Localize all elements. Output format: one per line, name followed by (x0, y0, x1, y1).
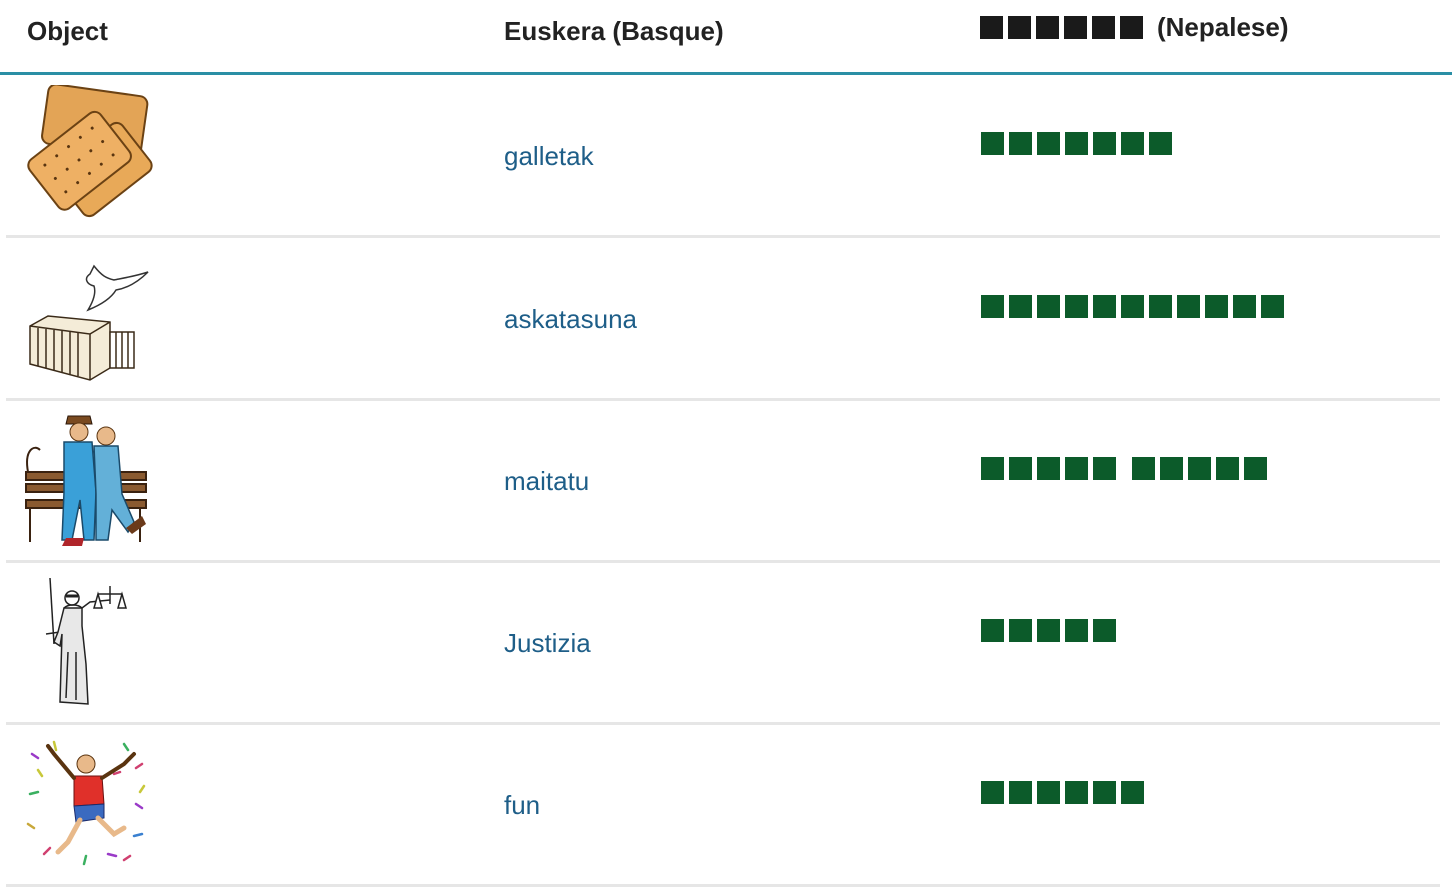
nepali-glyphs (981, 781, 1144, 804)
basque-word[interactable]: askatasuna (504, 304, 637, 334)
glyph-box (980, 16, 1003, 39)
glyph-box (1188, 457, 1211, 480)
glyph-box (1149, 132, 1172, 155)
glyph-box (1009, 295, 1032, 318)
glyph-box (1121, 132, 1144, 155)
header-nepali-glyphs (980, 16, 1143, 39)
glyph-box (1092, 16, 1115, 39)
nepali-word (981, 457, 1267, 485)
glyph-box (1177, 295, 1200, 318)
glyph-box (1093, 781, 1116, 804)
header-basque: Euskera (Basque) (504, 16, 724, 46)
glyph-box (1036, 16, 1059, 39)
glyph-box (1065, 619, 1088, 642)
table-header (0, 0, 1452, 75)
glyph-box (1093, 295, 1116, 318)
table-row (6, 562, 1440, 725)
nepali-word (981, 295, 1284, 323)
glyph-box (1037, 132, 1060, 155)
basque-word[interactable]: galletak (504, 141, 594, 171)
glyph-box (1008, 16, 1031, 39)
glyph-box (1009, 132, 1032, 155)
nepali-glyphs (981, 619, 1116, 642)
glyph-box (1120, 16, 1143, 39)
glyph-space (1121, 457, 1127, 480)
nepali-word (981, 781, 1144, 809)
glyph-box (981, 132, 1004, 155)
glyph-box (981, 457, 1004, 480)
nepali-glyphs (981, 295, 1284, 318)
glyph-box (981, 619, 1004, 642)
table-row (6, 238, 1440, 401)
glyph-box (1093, 132, 1116, 155)
glyph-box (1065, 132, 1088, 155)
glyph-box (981, 295, 1004, 318)
glyph-box (1160, 457, 1183, 480)
glyph-box (1009, 619, 1032, 642)
glyph-box (1065, 457, 1088, 480)
glyph-box (1093, 457, 1116, 480)
glyph-box (1009, 781, 1032, 804)
glyph-box (1149, 295, 1172, 318)
glyph-box (1261, 295, 1284, 318)
glyph-box (1205, 295, 1228, 318)
celebrating-person-icon (24, 734, 154, 874)
nepali-glyphs (981, 132, 1172, 155)
nepali-word (981, 132, 1172, 160)
glyph-box (1037, 781, 1060, 804)
glyph-box (1037, 619, 1060, 642)
header-object: Object (27, 16, 108, 46)
elderly-couple-bench-icon (24, 410, 154, 550)
glyph-box (1037, 295, 1060, 318)
glyph-box (1064, 16, 1087, 39)
glyph-box (1065, 781, 1088, 804)
glyph-box (1121, 781, 1144, 804)
lady-justice-icon (24, 572, 154, 712)
glyph-box (1093, 619, 1116, 642)
dove-cage-icon (24, 248, 154, 388)
table-row (6, 400, 1440, 563)
glyph-box (1244, 457, 1267, 480)
header-nepali-suffix: (Nepalese) (1157, 12, 1289, 42)
table-row (6, 724, 1440, 887)
glyph-box (1233, 295, 1256, 318)
crackers-icon (24, 85, 154, 225)
basque-word[interactable]: maitatu (504, 466, 590, 496)
glyph-box (1132, 457, 1155, 480)
nepali-glyphs (981, 457, 1267, 480)
basque-word[interactable]: fun (504, 790, 541, 820)
glyph-box (1065, 295, 1088, 318)
basque-word[interactable]: Justizia (504, 628, 591, 658)
glyph-box (1037, 457, 1060, 480)
nepali-word (981, 619, 1116, 647)
header-nepali (980, 12, 1289, 43)
glyph-box (981, 781, 1004, 804)
glyph-box (1121, 295, 1144, 318)
table-row (6, 75, 1440, 238)
glyph-box (1216, 457, 1239, 480)
glyph-box (1009, 457, 1032, 480)
